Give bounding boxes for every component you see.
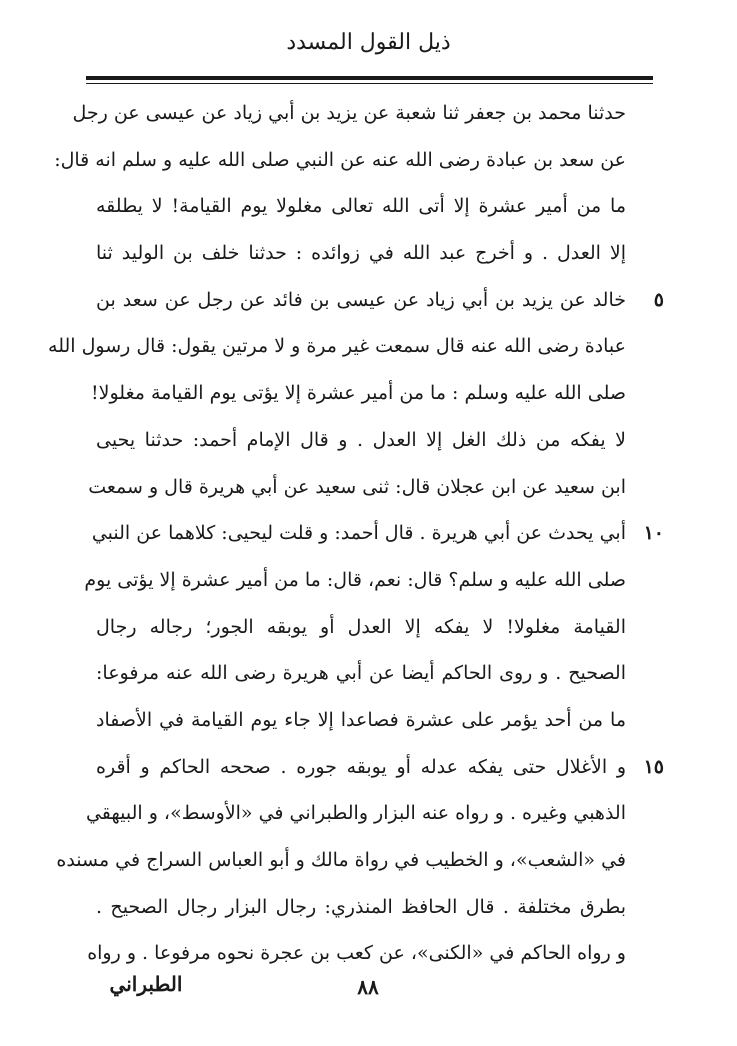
line-number: ١٥: [643, 755, 664, 778]
text-line: [91, 510, 664, 557]
text-line-content: إلا العدل . و أخرج عبد الله في زوائده : حدثنا خلف بن الوليد ثنا: [96, 242, 626, 265]
text-line: [48, 323, 626, 370]
text-line-content: عبادة رضى الله عنه قال سمعت غير مرة و لا مرتين يقول: قال رسول الله: [48, 335, 626, 358]
text-line: [96, 697, 626, 744]
text-line: [96, 417, 626, 464]
text-line-content: عن سعد بن عبادة رضى الله عنه عن النبي صلى الله عليه و سلم انه قال:: [54, 148, 626, 171]
text-line: [96, 744, 664, 791]
text-line-content: صلى الله عليه وسلم : ما من أمير عشرة إلا يؤتى يوم القيامة مغلولا!: [91, 382, 626, 405]
body-text: [48, 90, 664, 977]
text-line: [85, 790, 626, 837]
text-line: [96, 183, 626, 230]
text-line: [84, 557, 626, 604]
header-rule-thick: [86, 76, 653, 80]
text-line: [72, 90, 626, 137]
text-line-content: و رواه الحاكم في «الكنى»، عن كعب بن عجرة نحوه مرفوعا . و رواه: [87, 942, 626, 965]
page-number: ٨٨: [357, 975, 379, 999]
text-line-content: خالد عن يزيد بن أبي زياد عن عيسى بن فائد عن رجل عن سعد بن: [96, 288, 626, 311]
text-line: [88, 464, 626, 511]
catchword: الطبراني: [109, 972, 183, 996]
text-line-content: ما من أحد يؤمر على عشرة فصاعدا إلا جاء يوم القيامة في الأصفاد: [96, 708, 626, 731]
line-number: ٥: [653, 288, 664, 311]
text-line-content: القيامة مغلولا! لا يفكه إلا العدل أو يوبقه الجور؛ رجاله رجال: [96, 615, 626, 638]
text-line-content: في «الشعب»، و الخطيب في رواة مالك و أبو العباس السراج في مسنده: [56, 849, 626, 871]
text-line-content: بطرق مختلفة . قال الحافظ المنذري: رجال البزار رجال الصحيح .: [96, 895, 626, 918]
text-line-content: ابن سعيد عن ابن عجلان قال: ثنى سعيد عن أبي هريرة قال و سمعت: [88, 475, 626, 498]
text-line-content: و الأغلال حتى يفكه عدله أو يوبقه جوره . صححه الحاكم و أقره: [96, 755, 626, 778]
running-head-title: ذيل القول المسدد: [286, 30, 451, 55]
text-line: [91, 370, 626, 417]
text-line: [87, 930, 626, 977]
header-rule-thin: [86, 83, 653, 84]
text-line-content: لا يفكه من ذلك الغل إلا العدل . و قال الإمام أحمد: حدثنا يحيى: [96, 428, 626, 451]
text-line-content: الذهبي وغيره . و رواه عنه البزار والطبراني في «الأوسط»، و البيهقي: [85, 802, 626, 825]
text-line-content: أبي يحدث عن أبي هريرة . قال أحمد: و قلت ليحيى: كلاهما عن النبي: [91, 522, 626, 545]
text-line: [96, 604, 626, 651]
text-line: [54, 137, 626, 184]
line-number: ١٠: [643, 522, 664, 545]
text-line-content: حدثنا محمد بن جعفر ثنا شعبة عن يزيد بن أبي زياد عن عيسى عن رجل: [72, 102, 626, 124]
text-line-content: صلى الله عليه و سلم؟ قال: نعم، قال: ما من أمير عشرة إلا يؤتى يوم: [84, 568, 626, 591]
text-line: [56, 837, 626, 884]
text-line: [96, 650, 626, 697]
text-line-content: الصحيح . و روى الحاكم أيضا عن أبي هريرة رضى الله عنه مرفوعا:: [96, 662, 626, 685]
text-line: [96, 884, 626, 931]
text-line: [96, 277, 664, 324]
text-line: [96, 230, 626, 277]
text-line-content: ما من أمير عشرة إلا أتى الله تعالى مغلولا يوم القيامة! لا يطلقه: [96, 195, 626, 218]
